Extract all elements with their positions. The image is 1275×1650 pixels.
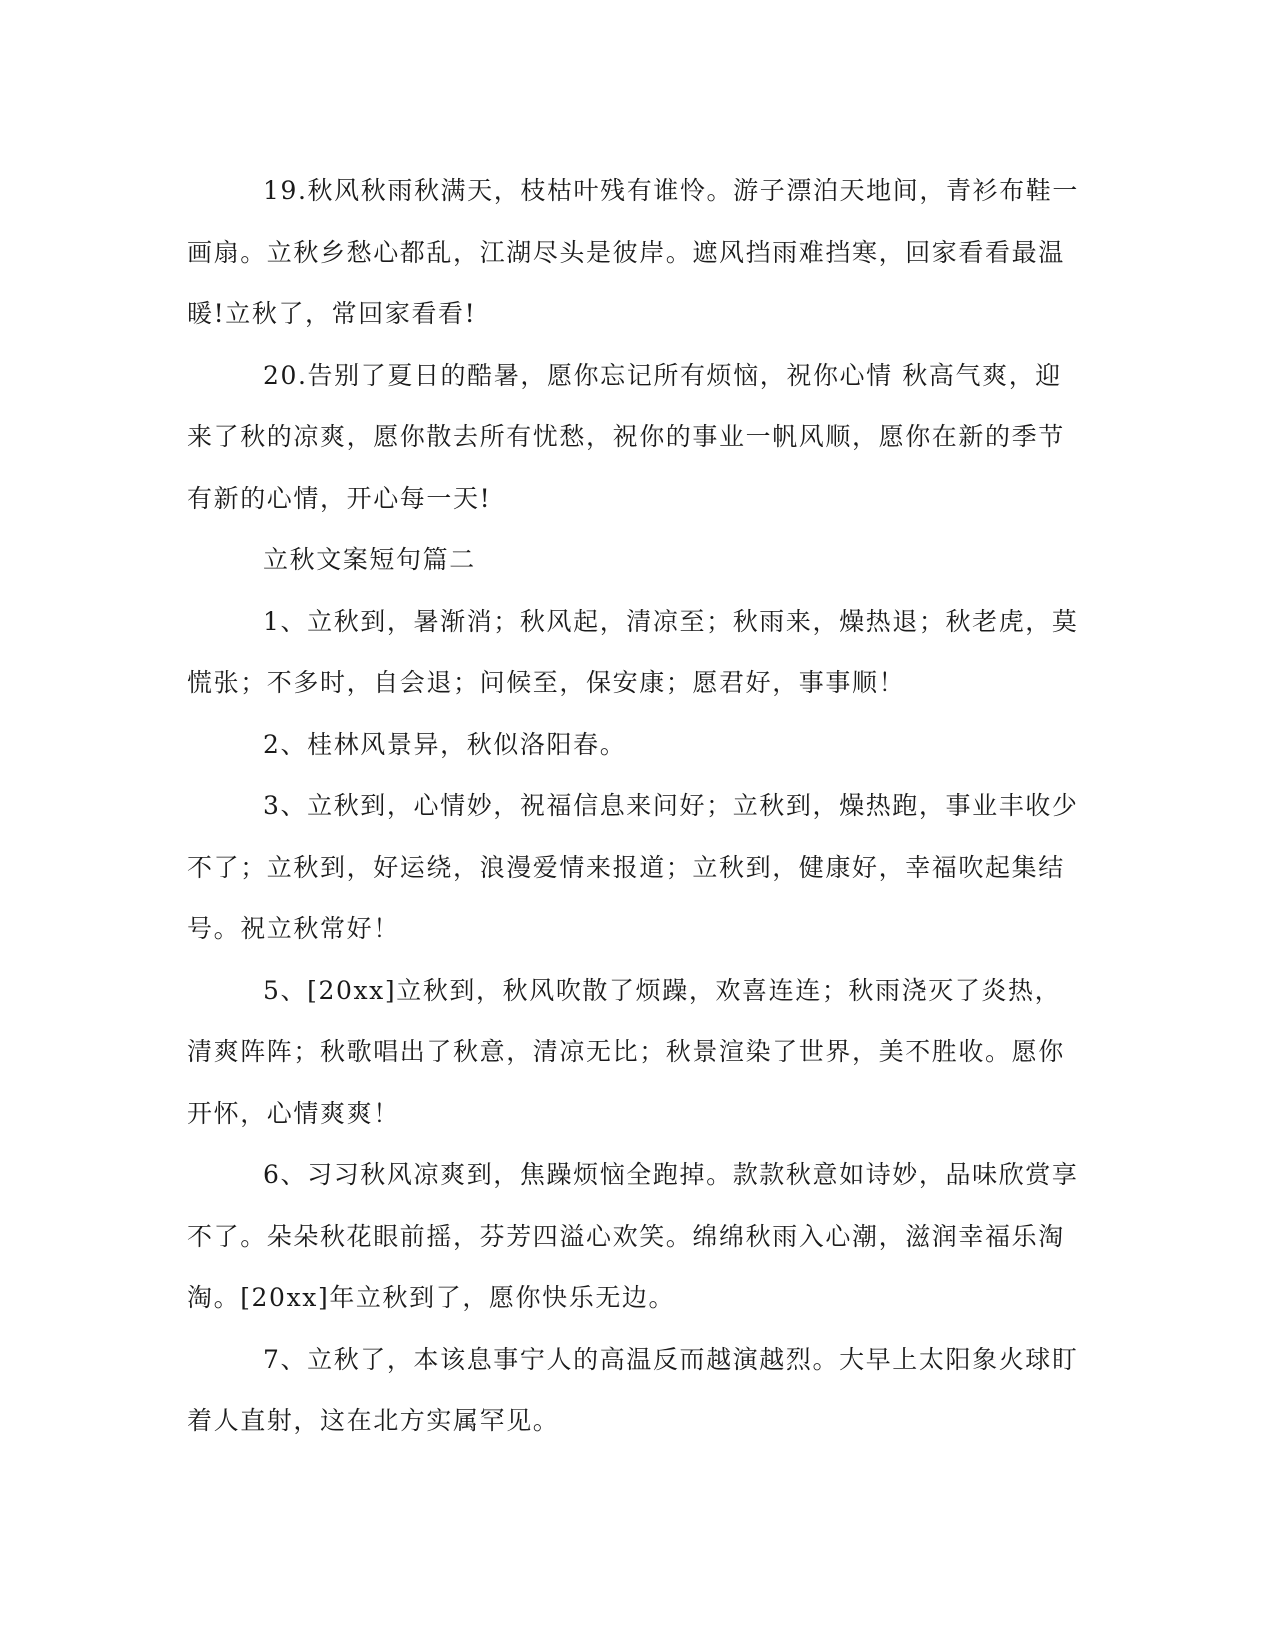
paragraph-19: 19.秋风秋雨秋满天，枝枯叶残有谁怜。游子漂泊天地间，青衫布鞋一画扇。立秋乡愁心都乱，江湖尽头是彼岸。遮风挡雨难挡寒，回家看看最温暖!立秋了，常回家看看! (187, 176, 1079, 328)
paragraph-20: 20.告别了夏日的酷暑，愿你忘记所有烦恼，祝你心情 秋高气爽，迎来了秋的凉爽，愿你散去所有忧愁，祝你的事业一帆风顺，愿你在新的季节有新的心情，开心每一天! (187, 360, 1065, 513)
paragraph-7: 7、立秋了，本该息事宁人的高温反而越演越烈。大早上太阳象火球盯着人直射，这在北方实属罕见。 (187, 1344, 1079, 1435)
paragraph-1: 1、立秋到，暑渐消；秋风起，清凉至；秋雨来，燥热退；秋老虎，莫慌张；不多时，自会退；问候至，保安康；愿君好，事事顺！ (187, 606, 1079, 697)
section-heading: 立秋文案短句篇二 (263, 545, 476, 574)
paragraph-3: 3、立秋到，心情妙，祝福信息来问好；立秋到，燥热跑，事业丰收少不了；立秋到，好运绕，浪漫爱情来报道；立秋到，健康好，幸福吹起集结号。祝立秋常好！ (187, 791, 1079, 943)
document-page (187, 160, 1087, 1452)
paragraph-6: 6、习习秋风凉爽到，焦躁烦恼全跑掉。款款秋意如诗妙，品味欣赏享不了。朵朵秋花眼前摇，芬芳四溢心欢笑。绵绵秋雨入心潮，滋润幸福乐淘淘。[20xx]年立秋到了，愿你快乐无边。 (187, 1160, 1079, 1312)
paragraph-5: 5、[20xx]立秋到，秋风吹散了烦躁，欢喜连连；秋雨浇灭了炎热，清爽阵阵；秋歌唱出了秋意，清凉无比；秋景渲染了世界，美不胜收。愿你开怀，心情爽爽！ (187, 975, 1065, 1128)
paragraph-2: 2、桂林风景异，秋似洛阳春。 (263, 729, 627, 759)
